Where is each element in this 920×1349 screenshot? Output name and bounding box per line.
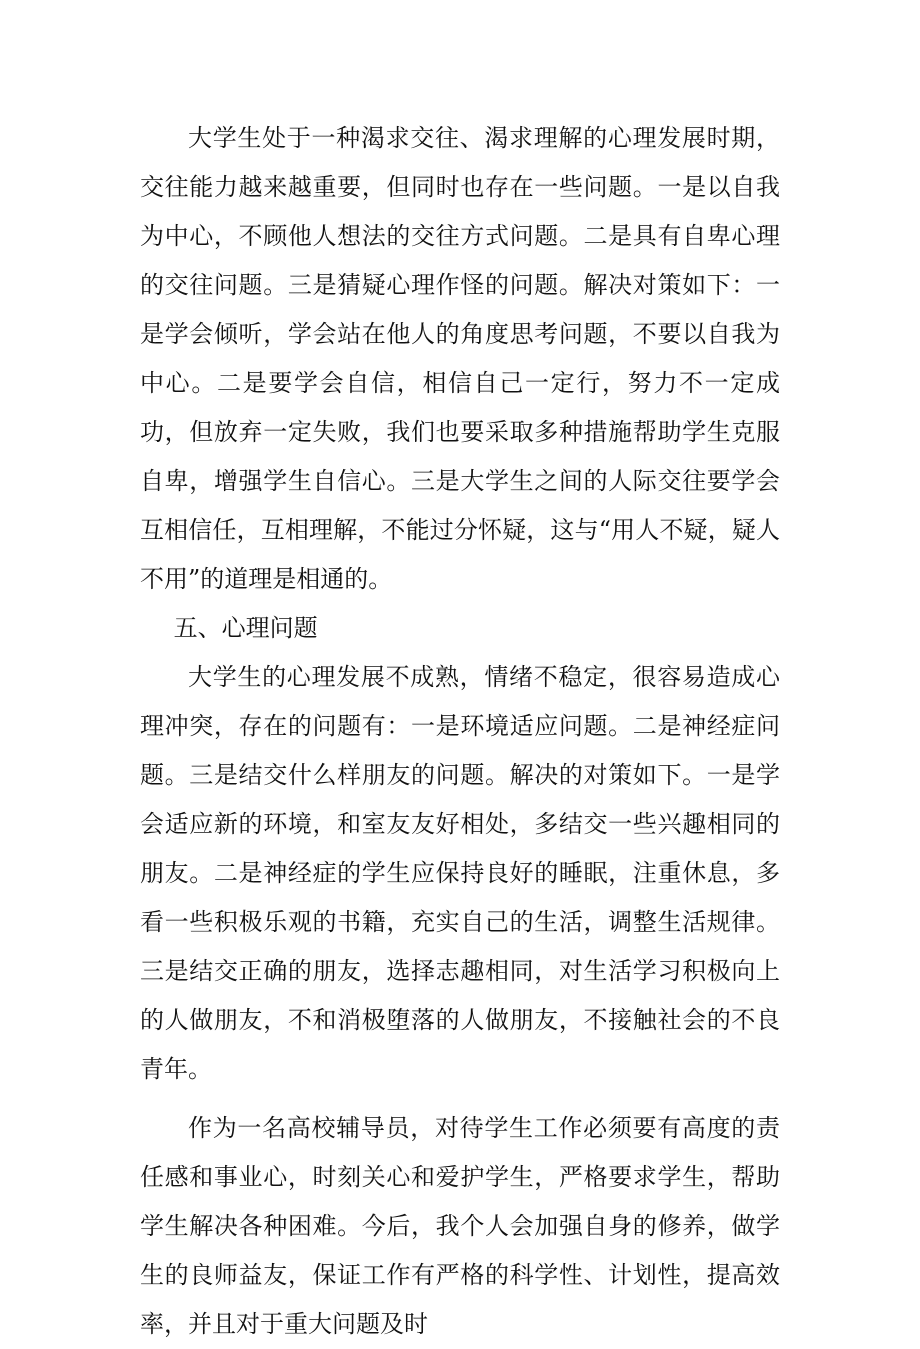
paragraph-psychology: 大学生的心理发展不成熟，情绪不稳定，很容易造成心理冲突，存在的问题有：一是环境适应问题。二是神经症问题。三是结交什么样朋友的问题。解决的对策如下。一是学会适应新的环境，和室友友好相处，多结交一些兴趣相同的朋友。二是神经症的学生应保持良好的睡眠，注重休息，多看一些积极乐观的书籍，充实自己的生活，调整生活规律。三是结交正确的朋友，选择志趣相同，对生活学习积极向上的人做朋友，不和消极堕落的人做朋友，不接触社会的不良青年。 [140,663,780,1083]
paragraph-counselor: 作为一名高校辅导员，对待学生工作必须要有高度的责任感和事业心，时刻关心和爱护学生，严格要求学生，帮助学生解决各种困难。今后，我个人会加强自身的修养，做学生的良师益友，保证工作有严格的科学性、计划性，提高效率，并且对于重大问题及时 [140,1114,780,1338]
section-heading-psychology: 五、心理问题 [173,614,318,642]
paragraph-interpersonal: 大学生处于一种渴求交往、渴求理解的心理发展时期，交往能力越来越重要，但同时也存在一些问题。一是以自我为中心，不顾他人想法的交往方式问题。二是具有自卑心理的交往问题。三是猜疑心理作怪的问题。解决对策如下：一是学会倾听，学会站在他人的角度思考问题，不要以自我为中心。二是要学会自信，相信自己一定行，努力不一定成功，但放弃一定失败，我们也要采取多种措施帮助学生克服自卑，增强学生自信心。三是大学生之间的人际交往要学会互相信任，互相理解，不能过分怀疑，这与“用人不疑，疑人不用”的道理是相通的。 [140,124,780,593]
document-body [140,114,780,1349]
